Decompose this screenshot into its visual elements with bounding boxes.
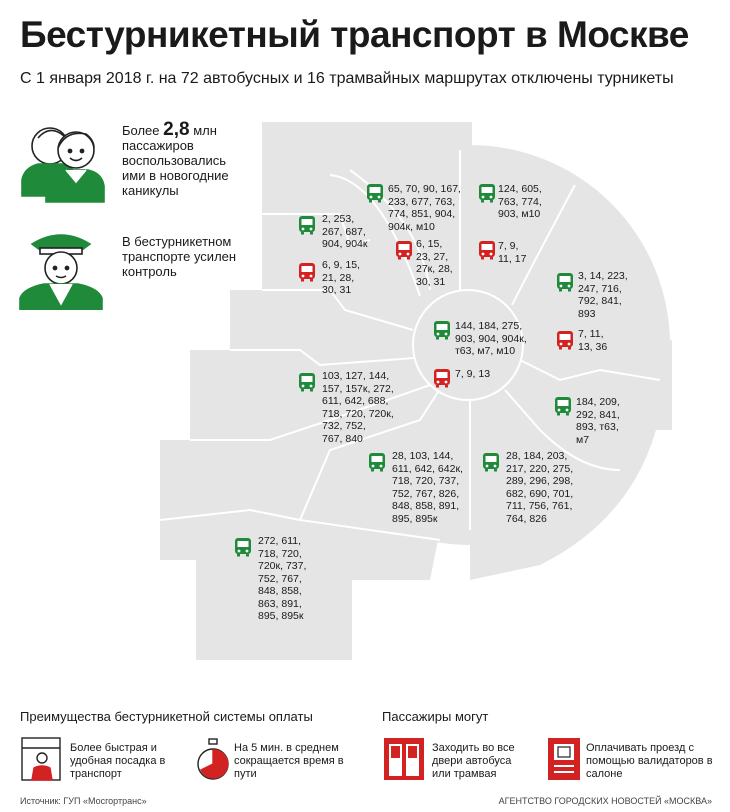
tram-icon [433,368,451,388]
bus-icon [556,272,574,292]
stat-value: 2,8 [163,119,190,140]
bus-icon [298,215,316,235]
route-list-e-bus: 3, 14, 223, 247, 716, 792, 841, 893 [578,270,628,320]
route-list-ss-bus: 28, 184, 203, 217, 220, 275, 289, 296, 298, 682, 690, 701, 711, 756, 761, 764, 826 [506,450,574,525]
bus-icon [368,452,386,472]
route-list-s-bus: 28, 103, 144, 611, 642, 642к, 718, 720, 737, 752, 767, 826, 848, 858, 891, 895, 895к [392,450,463,525]
bus-icon [366,183,384,203]
route-list-ne-tram: 7, 9, 11, 17 [498,240,527,265]
passenger-validator-text: Оплачивать проезд с помощью валидаторов в салоне [586,742,713,780]
stat-text: млн пассажиров воспользовались ими в новогодние каникулы [122,123,229,198]
stat-prefix: Более [122,123,160,138]
advantage-time-text: На 5 мин. в среднем сокращается время в пути [234,742,344,780]
agency-credit: АГЕНТСТВО ГОРОДСКИХ НОВОСТЕЙ «МОСКВА» [498,796,712,806]
route-list-sw-bus: 272, 611, 718, 720, 720к, 737, 752, 767, 848, 858, 863, 891, 895, 895к [258,535,307,622]
route-list-n-bus: 65, 70, 90, 167, 233, 677, 763, 774, 851, 904, 904к, м10 [388,183,461,233]
route-list-w-bus: 103, 127, 144, 157, 157к, 272, 611, 642, 688, 718, 720, 720к, 732, 752, 767, 840 [322,370,394,445]
advantages-heading: Преимущества бестурникетной системы оплаты [20,709,313,724]
route-list-e-tram: 7, 11, 13, 36 [578,328,608,353]
passengers-heading: Пассажиры могут [382,709,489,724]
route-list-nw-tram: 6, 9, 15, 21, 28, 30, 31 [322,259,360,296]
page-subtitle: С 1 января 2018 г. на 72 автобусных и 16 трамвайных маршрутах отключены турникеты [20,70,674,87]
route-list-ne-bus: 124, 605, 763, 774, 903, м10 [498,183,542,220]
route-list-c-bus: 144, 184, 275, 903, 904, 904к, т63, м7, м10 [455,320,527,357]
bus-icon [433,320,451,340]
doors-icon [382,736,426,782]
tram-icon [478,240,496,260]
bus-icon [478,183,496,203]
tram-icon [395,240,413,260]
boarding-icon [18,736,64,782]
route-list-c-tram: 7, 9, 13 [455,368,491,380]
passenger-doors-text: Заходить во все двери автобуса или трамвая [432,742,515,780]
route-list-nw-bus: 2, 253, 267, 687, 904, 904к [322,213,368,250]
tram-icon [556,330,574,350]
advantage-boarding-text: Более быстрая и удобная посадка в транспорт [70,742,166,780]
route-list-se-bus: 184, 209, 292, 841, 893, т63, м7 [576,396,620,446]
route-list-n-tram: 6, 15, 23, 27, 27к, 28, 30, 31 [416,238,453,288]
stopwatch-icon [196,738,230,782]
bus-icon [298,372,316,392]
bus-icon [482,452,500,472]
bus-icon [234,537,252,557]
bus-icon [554,396,572,416]
source-note: Источник: ГУП «Мосгортранс» [20,796,147,806]
tram-icon [298,262,316,282]
validator-icon [544,736,584,782]
control-stat: В бестурникетном транспорте усилен контроль [122,234,237,279]
page-title: Бестурникетный транспорт в Москве [20,14,689,55]
